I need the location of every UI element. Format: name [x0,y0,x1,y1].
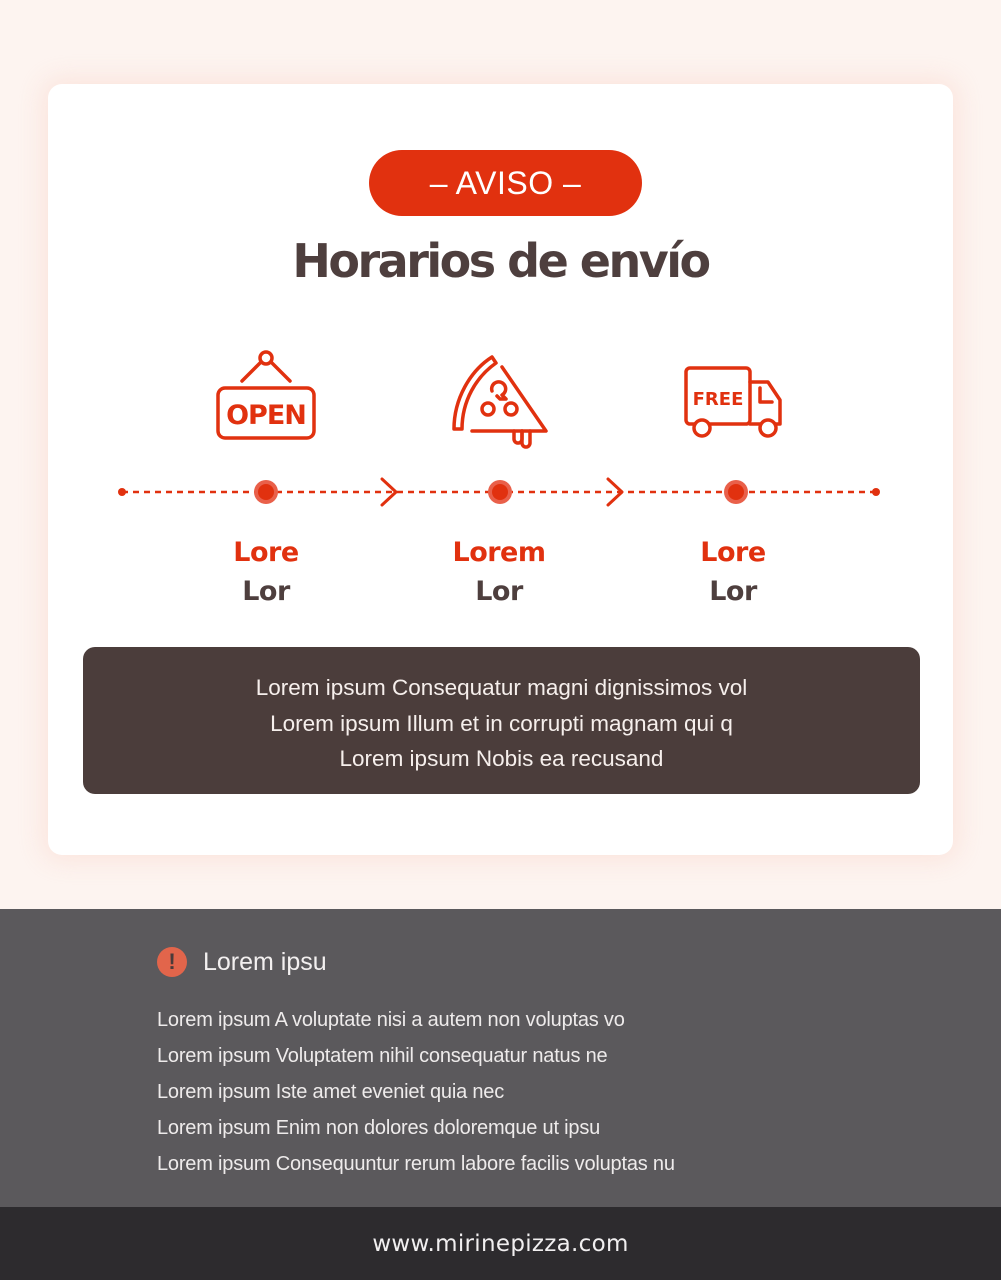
list-item: Lorem ipsum Consequuntur rerum labore facilis voluptas nu [157,1153,675,1175]
delivery-timeline [114,474,884,510]
list-item: Lorem ipsum Enim non dolores doloremque ut ipsu [157,1117,601,1139]
info-title: Lorem ipsu [203,947,327,976]
website-link[interactable]: www.mirinepizza.com [372,1230,629,1257]
badge-label: – AVISO – [429,164,582,201]
message-box [83,647,920,794]
svg-text:FREE: FREE [692,389,744,410]
message-line: Lorem ipsum Illum et in corrupti magnam qui q [270,710,733,736]
open-sign-icon [214,348,318,442]
list-item: Lorem ipsum Voluptatem nihil consequatur natus ne [157,1045,608,1067]
step-2-label-top: Lorem [452,537,546,568]
timeline-end-dot [872,488,880,496]
aviso-badge [369,150,642,216]
pizza-slice-icon [450,351,550,451]
info-list [157,1002,675,1182]
message-line: Lorem ipsum Consequatur magni dignissimos vol [255,675,748,700]
svg-text:OPEN: OPEN [226,400,306,431]
exclamation-alert-icon: ! [157,947,187,977]
free-delivery-truck-icon [682,364,786,440]
footer [0,1207,1001,1280]
list-item: Lorem ipsum Iste amet eveniet quia nec [157,1081,505,1103]
step-2-label-bottom: Lor [475,576,523,607]
info-header [157,947,327,977]
notice-card [48,84,953,855]
step-1-label-bottom: Lor [242,576,290,607]
step-1-label-top: Lore [233,537,299,568]
step-3-label-bottom: Lor [709,576,757,607]
step-3-label-top: Lore [700,537,766,568]
timeline-start-dot [118,488,126,496]
message-line: Lorem ipsum Nobis ea recusand [339,746,664,771]
list-item: Lorem ipsum A voluptate nisi a autem non voluptas vo [157,1009,625,1031]
info-section [0,909,1001,1207]
page-title: Horarios de envío [292,234,709,288]
